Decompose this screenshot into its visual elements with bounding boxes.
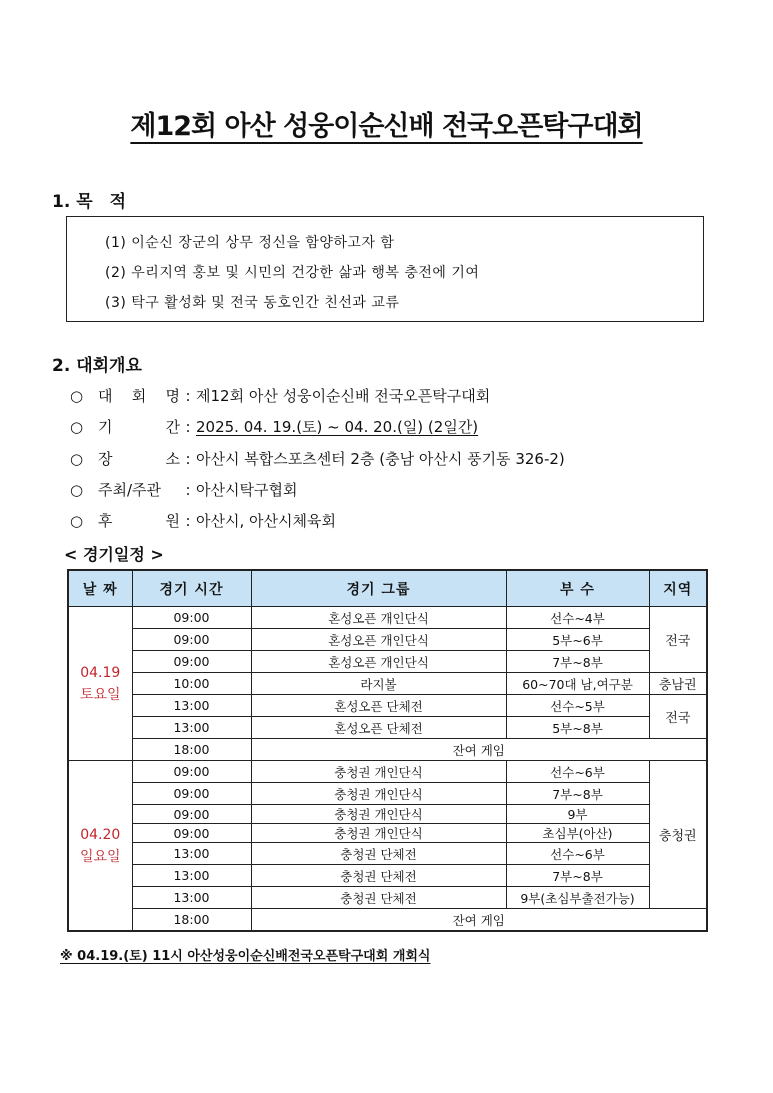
time-cell: 09:00: [132, 761, 251, 783]
circle-bullet-icon: ○: [70, 387, 84, 405]
table-row: [68, 673, 707, 695]
overview-label: [98, 479, 180, 500]
table-header-row: [68, 570, 707, 607]
group-cell: 충청권 개인단식: [251, 761, 506, 783]
overview-row-venue: ○ 장 소 : 아산시 복합스포츠센터 2층 (충남 아산시 풍기동 326-2): [70, 450, 565, 468]
group-cell: 충청권 개인단식: [251, 783, 506, 805]
overview-row-host: ○ 주최/주관 : 아산시탁구협회: [70, 481, 298, 499]
division-cell: 선수~6부: [506, 761, 649, 783]
opening-ceremony-note: ※ 04.19.(토) 11시 아산성웅이순신배전국오픈탁구대회 개회식: [60, 949, 431, 964]
division-cell: 9부(초심부출전가능): [506, 887, 649, 909]
label-char: 대: [98, 387, 113, 405]
document-title: 제12회 아산 성웅이순신배 전국오픈탁구대회: [130, 111, 643, 142]
time-cell: 13:00: [132, 865, 251, 887]
table-row: [68, 783, 707, 805]
table-row: [68, 887, 707, 909]
time-cell: 09:00: [132, 629, 251, 651]
label-char: 소: [165, 450, 180, 468]
table-row: [68, 695, 707, 717]
date-cell: [68, 761, 132, 932]
overview-value: 아산시탁구협회: [196, 481, 298, 499]
date-value: 04.20: [80, 826, 121, 843]
division-cell: 60~70대 남,여구분: [506, 673, 649, 695]
table-row: [68, 651, 707, 673]
group-cell: 충청권 개인단식: [251, 805, 506, 824]
circle-bullet-icon: ○: [70, 450, 84, 468]
region-cell: 전국: [649, 695, 707, 739]
header-time: 경기 시간: [132, 570, 251, 607]
overview-value: 제12회 아산 성웅이순신배 전국오픈탁구대회: [196, 387, 491, 405]
group-cell: 충청권 단체전: [251, 843, 506, 865]
overview-label: [98, 416, 180, 437]
label-char: 기: [98, 418, 113, 436]
time-cell: 13:00: [132, 887, 251, 909]
remaining-games-cell: 잔여 게임: [251, 739, 707, 761]
date-cell: [68, 607, 132, 761]
time-cell: 10:00: [132, 673, 251, 695]
table-row: [68, 761, 707, 783]
time-cell: 18:00: [132, 739, 251, 761]
time-cell: 09:00: [132, 824, 251, 843]
division-cell: 선수~5부: [506, 695, 649, 717]
circle-bullet-icon: ○: [70, 481, 84, 499]
group-cell: 혼성오픈 개인단식: [251, 629, 506, 651]
division-cell: 5부~6부: [506, 629, 649, 651]
label-char: 명: [165, 387, 180, 405]
group-cell: 충청권 개인단식: [251, 824, 506, 843]
table-row: [68, 629, 707, 651]
table-row: [68, 843, 707, 865]
header-division: 부 수: [506, 570, 649, 607]
group-cell: 혼성오픈 단체전: [251, 717, 506, 739]
remaining-games-cell: 잔여 게임: [251, 909, 707, 932]
label-char: 후: [98, 512, 113, 530]
purpose-item: (3) 탁구 활성화 및 전국 동호인간 친선과 교류: [105, 295, 400, 311]
weekday-value: 토요일: [79, 686, 121, 703]
time-cell: 09:00: [132, 607, 251, 629]
division-cell: 9부: [506, 805, 649, 824]
time-cell: 13:00: [132, 695, 251, 717]
overview-row-name: ○ 대 회 명 : 제12회 아산 성웅이순신배 전국오픈탁구대회: [70, 387, 491, 405]
header-date: 날 짜: [68, 570, 132, 607]
division-cell: 7부~8부: [506, 783, 649, 805]
overview-row-period: ○ 기 간 : 2025. 04. 19.(토) ~ 04. 20.(일) (2일간): [70, 418, 479, 436]
time-cell: 13:00: [132, 717, 251, 739]
label-char: 주최/주관: [98, 481, 162, 499]
group-cell: 혼성오픈 개인단식: [251, 651, 506, 673]
division-cell: 7부~8부: [506, 651, 649, 673]
region-cell: 충청권: [649, 761, 707, 909]
division-cell: 선수~4부: [506, 607, 649, 629]
header-group: 경기 그룹: [251, 570, 506, 607]
group-cell: 혼성오픈 단체전: [251, 695, 506, 717]
circle-bullet-icon: ○: [70, 418, 84, 436]
table-row: [68, 717, 707, 739]
group-cell: 혼성오픈 개인단식: [251, 607, 506, 629]
table-row: [68, 739, 707, 761]
division-cell: 7부~8부: [506, 865, 649, 887]
date-value: 04.19: [80, 664, 121, 681]
purpose-box: [66, 216, 704, 322]
header-region: 지역: [649, 570, 707, 607]
label-char: 회: [131, 387, 147, 405]
group-cell: 충청권 단체전: [251, 887, 506, 909]
schedule-heading: < 경기일정 >: [64, 545, 164, 564]
purpose-item: (1) 이순신 장군의 상무 정신을 함양하고자 함: [105, 235, 395, 251]
division-cell: 선수~6부: [506, 843, 649, 865]
weekday-value: 일요일: [79, 848, 121, 865]
group-cell: 라지볼: [251, 673, 506, 695]
table-row: [68, 607, 707, 629]
time-cell: 13:00: [132, 843, 251, 865]
label-char: 원: [165, 512, 180, 530]
division-cell: 초심부(아산): [506, 824, 649, 843]
table-row: [68, 865, 707, 887]
overview-heading: 2. 대회개요: [52, 356, 142, 376]
time-cell: 18:00: [132, 909, 251, 932]
overview-label: [98, 385, 180, 406]
group-cell: 충청권 단체전: [251, 865, 506, 887]
time-cell: 09:00: [132, 651, 251, 673]
division-cell: 5부~8부: [506, 717, 649, 739]
table-row: [68, 824, 707, 843]
overview-label: [98, 510, 180, 531]
table-row: [68, 909, 707, 932]
overview-row-sponsor: ○ 후 원 : 아산시, 아산시체육회: [70, 512, 336, 530]
label-char: 장: [98, 450, 113, 468]
region-cell: 충남권: [649, 673, 707, 695]
overview-value: 2025. 04. 19.(토) ~ 04. 20.(일) (2일간): [196, 418, 479, 436]
time-cell: 09:00: [132, 805, 251, 824]
time-cell: 09:00: [132, 783, 251, 805]
purpose-heading: 1. 목 적: [52, 192, 127, 212]
overview-value: 아산시, 아산시체육회: [196, 512, 336, 530]
circle-bullet-icon: ○: [70, 512, 84, 530]
overview-value: 아산시 복합스포츠센터 2층 (충남 아산시 풍기동 326-2): [196, 450, 565, 468]
label-char: 간: [165, 418, 180, 436]
purpose-item: (2) 우리지역 홍보 및 시민의 건강한 삶과 행복 충전에 기여: [105, 265, 480, 281]
table-row: [68, 805, 707, 824]
region-cell: 전국: [649, 607, 707, 673]
schedule-table: [67, 569, 708, 932]
overview-label: [98, 448, 180, 469]
